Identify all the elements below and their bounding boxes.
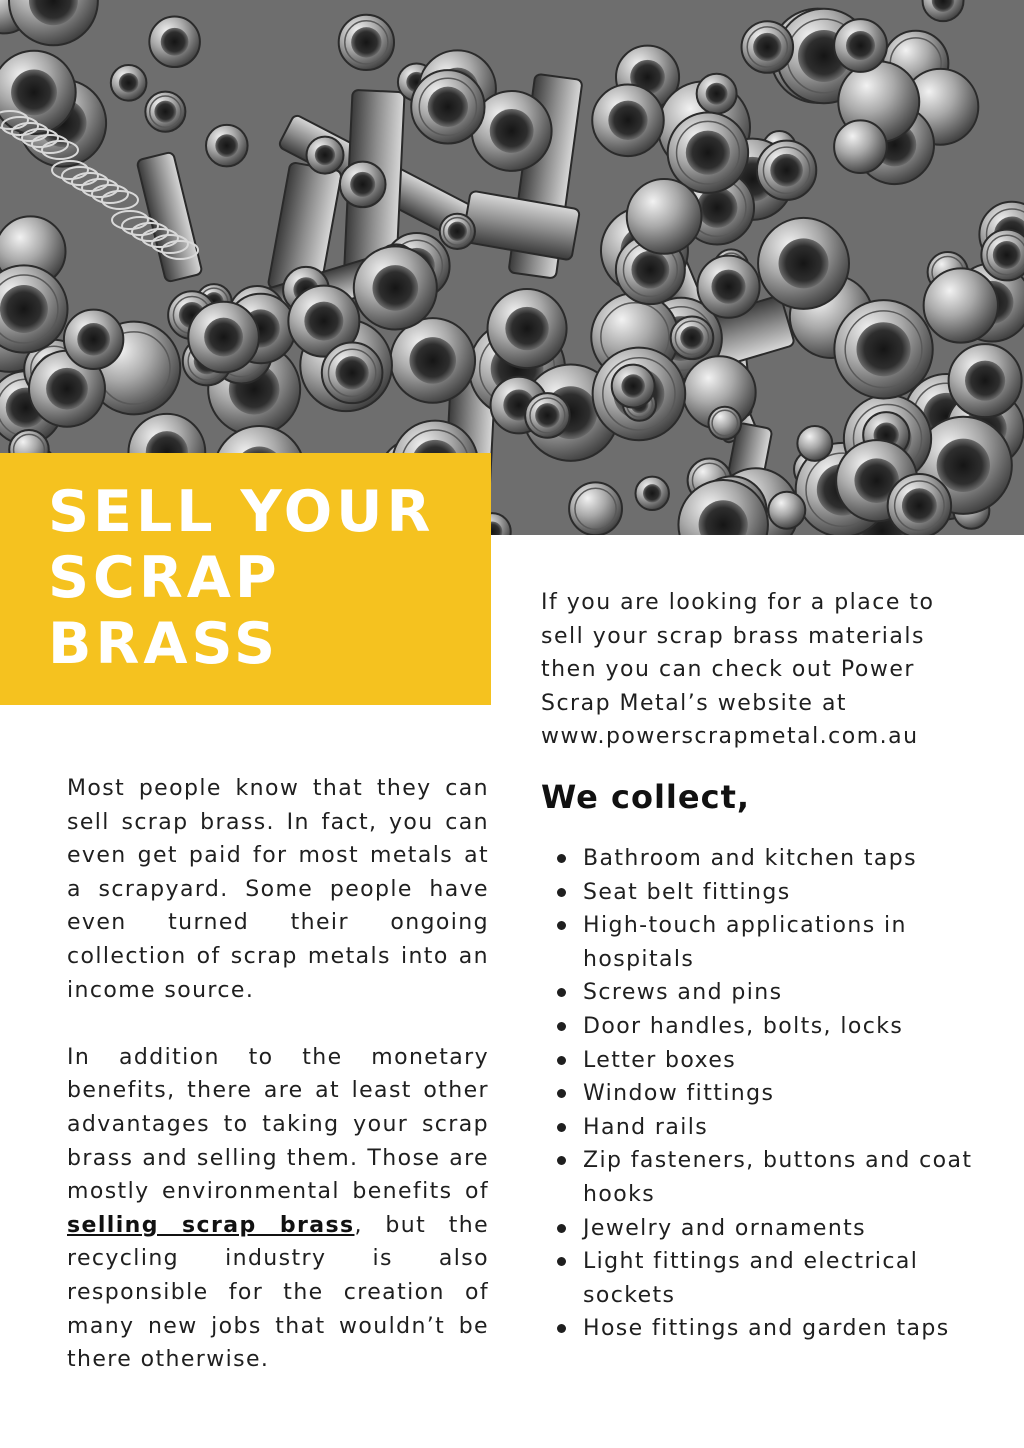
article-body — [67, 772, 489, 1377]
list-item: Bathroom and kitchen taps — [541, 842, 981, 876]
paragraph-2: In addition to the monetary benefits, there are at least other advantages to taking your scrap brass and selling them. Those are mostly environmental benefits of selling scrap brass, but the recycling industry is also responsible for the creation of many new jobs that wouldn’t be there otherwise. — [67, 1044, 489, 1373]
title-line-1: SELL YOUR — [48, 479, 435, 545]
list-item: Seat belt fittings — [541, 876, 981, 910]
selling-scrap-brass-link[interactable]: selling scrap brass — [67, 1212, 355, 1238]
intro-paragraph: If you are looking for a place to sell your scrap brass materials then you can check out Power Scrap Metal’s website at www.powerscrapmetal.com.au — [541, 590, 935, 749]
collect-heading: We collect, — [541, 778, 751, 816]
list-item: Jewelry and ornaments — [541, 1212, 981, 1246]
list-item: Hose fittings and garden taps — [541, 1312, 981, 1346]
list-item: Window fittings — [541, 1077, 981, 1111]
list-item: Letter boxes — [541, 1044, 981, 1078]
collect-list — [541, 842, 981, 1346]
paragraph-1: Most people know that they can sell scrap brass. In fact, you can even get paid for most metals at a scrapyard. Some people have even turned their ongoing collection of scrap metals into an income source. — [67, 776, 489, 1003]
list-item: Door handles, bolts, locks — [541, 1010, 981, 1044]
page-title — [48, 479, 434, 677]
title-banner — [0, 453, 491, 705]
list-item: Zip fasteners, buttons and coat hooks — [541, 1144, 981, 1211]
list-item: Hand rails — [541, 1111, 981, 1145]
list-item: High-touch applications in hospitals — [541, 909, 981, 976]
title-line-3: BRASS — [48, 611, 279, 677]
list-item: Screws and pins — [541, 976, 981, 1010]
title-line-2: SCRAP — [48, 545, 281, 611]
list-item: Light fittings and electrical sockets — [541, 1245, 981, 1312]
